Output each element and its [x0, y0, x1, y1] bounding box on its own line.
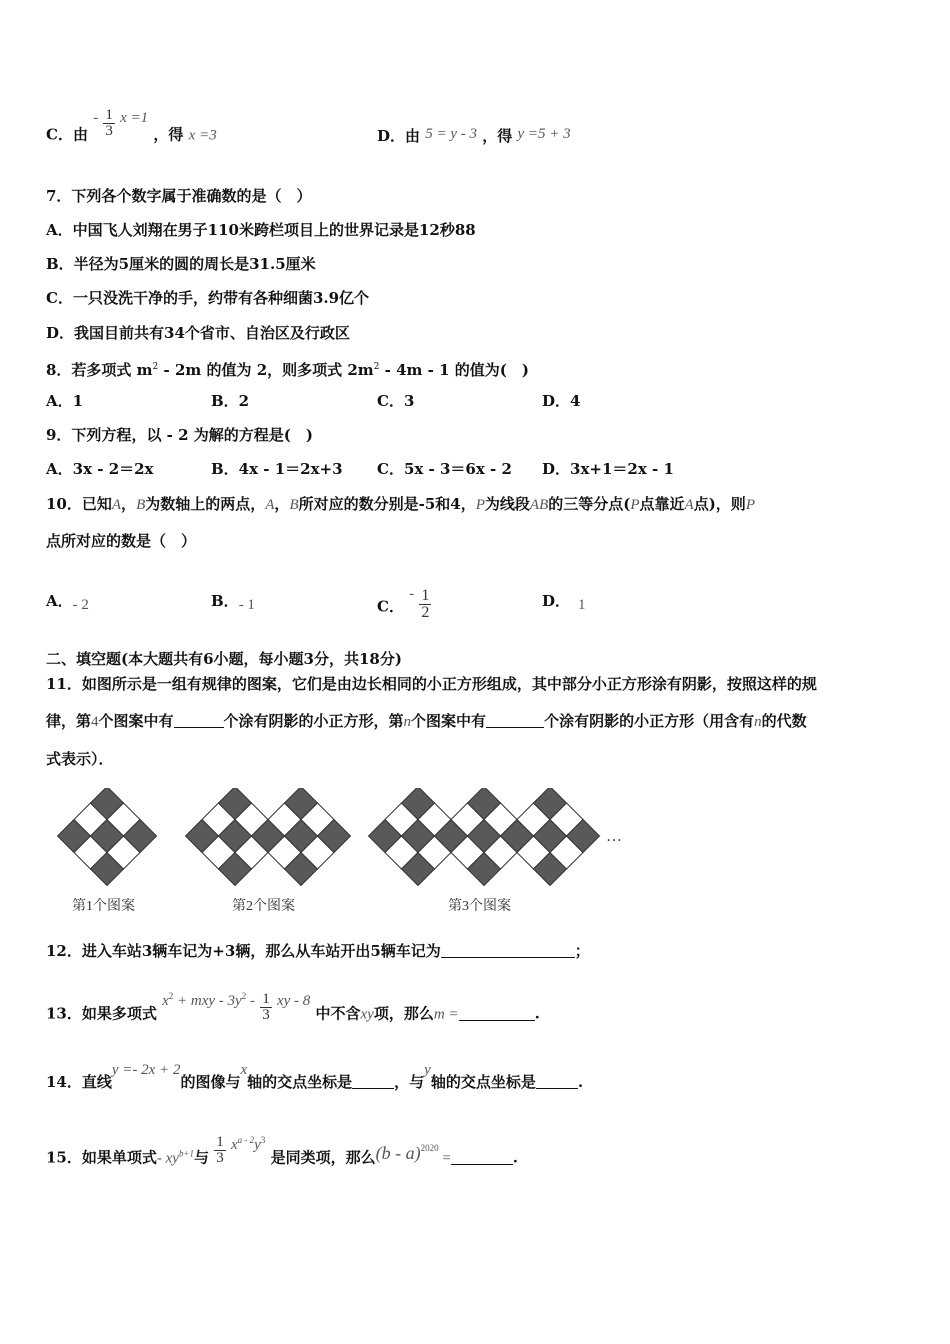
q6-option-c: C．由 - $\frac{1}{3}$ x =1 ，得 x =3 — [46, 107, 217, 144]
fraction: $\frac{1}{3}$ — [105, 107, 113, 139]
q7-option-c: C．一只没洗干净的手，约带有各种细菌3.9亿个 — [46, 289, 370, 307]
answer-blank[interactable] — [451, 1150, 513, 1165]
q10-option-b: B．- 1 — [211, 592, 255, 613]
q9-option-c: C．5x - 3＝6x - 2 — [377, 460, 512, 478]
pattern-caption-3: 第3个图案 — [448, 899, 511, 914]
answer-blank[interactable] — [174, 713, 224, 728]
polynomial: $x^2$ + mxy - $3y^2$ - — [162, 990, 255, 1009]
q7-option-a: A．中国飞人刘翔在男子110米跨栏项目上的世界记录是12秒88 — [46, 221, 476, 239]
q8-option-a: A．1 — [46, 392, 84, 410]
pattern-caption-1: 第1个图案 — [72, 899, 135, 914]
q6-option-d: D．由 5 = y - 3 ，得 y =5 + 3 — [377, 126, 571, 145]
q11-line1: 11．如图所示是一组有规律的图案，它们是由边长相同的小正方形组成，其中部分小正方形涂有阴影，按照这样的规 — [46, 675, 817, 693]
q8-option-c: C．3 — [377, 392, 415, 410]
fraction: $\frac{1}{3}$ — [216, 1134, 224, 1166]
q7-stem: 7．下列各个数字属于准确数的是（ ） — [46, 187, 312, 205]
monomial: $x^{a - 2}y^3$ — [231, 1134, 266, 1153]
answer-blank[interactable] — [459, 1006, 535, 1021]
q10-stem-line1: 10．已知A，B为数轴上的两点，A，B所对应的数分别是-5和4，P为线段AB的三等分点(P点靠近A点)，则P — [46, 495, 755, 513]
q8-option-d: D．4 — [542, 392, 581, 410]
q10-option-a: A．- 2 — [46, 592, 89, 613]
pattern-figure — [0, 788, 950, 898]
q8-stem: 8．若多项式 $m^2 - 2m$ 的值为 2，则多项式 $2m^2 - 4m - 1$ 的值为( ) — [46, 361, 529, 379]
pattern-ellipsis: … — [606, 828, 622, 845]
q9-option-a: A．3x - 2＝2x — [46, 460, 154, 478]
answer-blank[interactable] — [441, 943, 575, 958]
q8-option-b: B．2 — [211, 392, 250, 410]
fraction: $\frac{1}{2}$ — [421, 587, 430, 621]
q10-option-c: C． - $\frac{1}{2}$ — [377, 585, 430, 621]
q10-option-d: D． 1 — [542, 592, 586, 613]
q12-text: 12．进入车站3辆车记为+3辆，那么从车站开出5辆车记为 ； — [46, 942, 590, 960]
q11-line3: 式表示）． — [46, 750, 114, 768]
q14-text: 14．直线y =- 2x + 2的图像与x轴的交点坐标是 ，与y轴的交点坐标是 . — [46, 1062, 584, 1091]
q9-stem: 9．下列方程，以 - 2 为解的方程是( ) — [46, 426, 313, 444]
q11-line2: 律，第4个图案中有 个涂有阴影的小正方形，第n个图案中有 个涂有阴影的小正方形（用含有n的代数 — [46, 712, 807, 730]
q13-text: 13．如果多项式 $x^2$ + mxy - $3y^2$ - $\frac{1}{3}$ xy - 8 中不含xy项，那么m = . — [46, 990, 540, 1023]
pattern-caption-2: 第2个图案 — [232, 899, 295, 914]
q9-option-b: B．4x - 1＝2x+3 — [211, 460, 343, 478]
q7-option-d: D．我国目前共有34个省市、自治区及行政区 — [46, 324, 350, 342]
fraction: $\frac{1}{3}$ — [262, 991, 270, 1023]
q7-option-b: B．半径为5厘米的圆的周长是31.5厘米 — [46, 255, 316, 273]
q9-option-d: D．3x+1＝2x - 1 — [542, 460, 674, 478]
answer-blank[interactable] — [536, 1074, 578, 1089]
section2-title: 二、填空题(本大题共有6小题，每小题3分，共18分) — [46, 650, 402, 668]
q15-text: 15．如果单项式- $xy^{b+1}$与 $\frac{1}{3}$ $x^{a - 2}y^3$ 是同类项，那么(b - a)$^{2020}$ = . — [46, 1134, 519, 1167]
answer-blank[interactable] — [486, 713, 544, 728]
answer-blank[interactable] — [352, 1074, 394, 1089]
q10-stem-line2: 点所对应的数是（ ） — [46, 532, 197, 550]
